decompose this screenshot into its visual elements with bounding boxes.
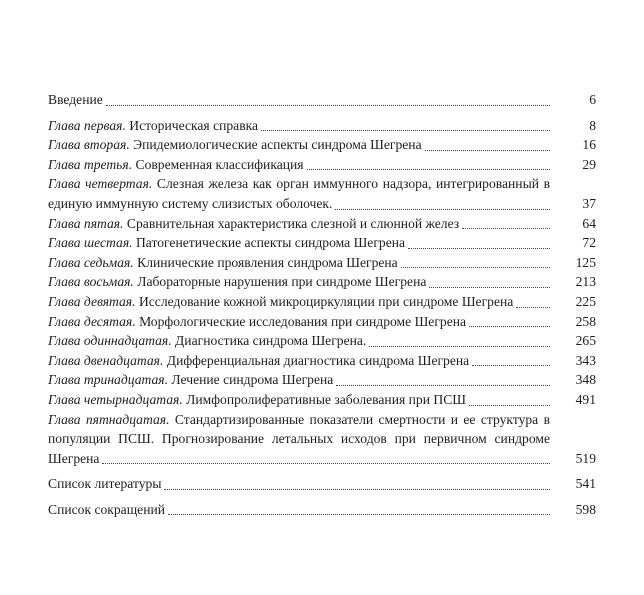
dot-leader: [462, 228, 550, 229]
toc-entry-chapter-8[interactable]: [48, 272, 596, 292]
entry-title: Слезная железа как орган иммунного надзора, интегрированный в единую иммунную систему слизистых оболочек.: [48, 176, 551, 211]
page-number: 64: [582, 215, 596, 231]
chapter-label: Глава девятая.: [48, 293, 136, 309]
dot-leader: [106, 105, 550, 106]
chapter-label: Глава одиннадцатая.: [48, 333, 172, 349]
toc-entry-chapter-3[interactable]: [48, 155, 596, 175]
chapter-label: Глава четвертая.: [48, 176, 153, 192]
dot-leader: [408, 248, 550, 249]
dot-leader: [472, 365, 550, 366]
dot-leader: [469, 326, 550, 327]
dot-leader: [516, 307, 550, 308]
entry-title: Лечение синдрома Шегрена: [171, 372, 334, 388]
toc-entry-chapter-11[interactable]: [48, 331, 596, 351]
entry-title: Дифференциальная диагностика синдрома Шегрена: [166, 352, 470, 368]
page-number: 348: [575, 372, 596, 388]
chapter-label: Глава шестая.: [48, 235, 133, 251]
page-number: 6: [589, 92, 596, 107]
toc-entry-chapter-7[interactable]: [48, 253, 596, 273]
toc-entry-chapter-12[interactable]: [48, 351, 596, 371]
dot-leader: [164, 489, 550, 490]
toc-entry-chapter-5[interactable]: [48, 214, 596, 234]
page-number: 491: [575, 391, 596, 407]
chapter-label: Глава четырнадцатая.: [48, 391, 183, 407]
dot-leader: [469, 405, 550, 406]
dot-leader: [425, 150, 550, 151]
toc-entry-chapter-15[interactable]: [48, 410, 596, 469]
page-number: 265: [575, 333, 596, 349]
chapter-label: Глава первая.: [48, 117, 126, 133]
page-number: 598: [575, 501, 596, 517]
entry-title: Клинические проявления синдрома Шегрена: [137, 254, 398, 270]
chapter-label: Глава тринадцатая.: [48, 372, 168, 388]
entry-title: Сравнительная характеристика слезной и слюнной желез: [126, 215, 460, 231]
toc-entry-chapter-2[interactable]: [48, 135, 596, 155]
page-number: 258: [575, 313, 596, 329]
page-number: 225: [575, 293, 596, 309]
dot-leader: [307, 169, 550, 170]
entry-title: Морфологические исследования при синдроме Шегрена: [139, 313, 467, 329]
entry-title: Современная классификация: [135, 156, 304, 172]
entry-title: Эпидемиологические аспекты синдрома Шегрена: [133, 137, 422, 153]
chapter-label: Глава двенадцатая.: [48, 352, 164, 368]
entry-title: Историческая справка: [129, 117, 259, 133]
dot-leader: [102, 463, 550, 464]
toc-entry-chapter-14[interactable]: [48, 390, 596, 410]
chapter-label: Глава вторая.: [48, 137, 130, 153]
toc-entry-chapter-1[interactable]: [48, 116, 596, 136]
chapter-label: Глава десятая.: [48, 313, 136, 329]
entry-title: Патогенетические аспекты синдрома Шегрена: [135, 235, 406, 251]
chapter-label: Глава пятнадцатая.: [48, 411, 170, 427]
toc-entry-chapter-4[interactable]: [48, 174, 596, 213]
page-number: 16: [582, 137, 596, 153]
entry-title: Список литературы: [48, 476, 162, 492]
toc-entry-references[interactable]: [48, 474, 596, 494]
toc-entry-chapter-9[interactable]: [48, 292, 596, 312]
entry-title: Лимфопролиферативные заболевания при ПСШ: [186, 391, 466, 407]
entry-title: Стандартизированные показатели смертности и ее структура в популяции ПСШ. Прогнозирование летальных исходов при первичном синдроме Шегрена: [48, 411, 550, 466]
chapter-label: Глава пятая.: [48, 215, 124, 231]
dot-leader: [429, 287, 550, 288]
toc-entry-chapter-13[interactable]: [48, 370, 596, 390]
entry-title: Введение: [48, 92, 103, 107]
table-of-contents: [48, 90, 596, 519]
toc-entry-chapter-10[interactable]: [48, 312, 596, 332]
dot-leader: [401, 267, 550, 268]
toc-entry-chapter-6[interactable]: [48, 233, 596, 253]
chapter-label: Глава седьмая.: [48, 254, 134, 270]
entry-title: Исследование кожной микроциркуляции при синдроме Шегрена: [138, 293, 514, 309]
page-number: 541: [575, 476, 596, 492]
page-number: 519: [575, 450, 596, 466]
page-number: 37: [582, 195, 596, 211]
chapter-label: Глава третья.: [48, 156, 133, 172]
dot-leader: [335, 209, 550, 210]
entry-title: Диагностика синдрома Шегрена.: [175, 333, 367, 349]
entry-title: Список сокращений: [48, 501, 166, 517]
page-number: 213: [575, 274, 596, 290]
page-number: 8: [589, 117, 596, 133]
dot-leader: [168, 514, 550, 515]
entry-title: Лабораторные нарушения при синдроме Шегрена: [137, 274, 427, 290]
toc-entry-abbreviations[interactable]: [48, 500, 596, 520]
dot-leader: [336, 385, 550, 386]
chapter-label: Глава восьмая.: [48, 274, 134, 290]
page-number: 125: [575, 254, 596, 270]
dot-leader: [369, 346, 550, 347]
page-number: 72: [582, 235, 596, 251]
page-number: 29: [582, 156, 596, 172]
toc-entry-introduction[interactable]: [48, 90, 596, 110]
dot-leader: [261, 130, 550, 131]
page-number: 343: [575, 352, 596, 368]
